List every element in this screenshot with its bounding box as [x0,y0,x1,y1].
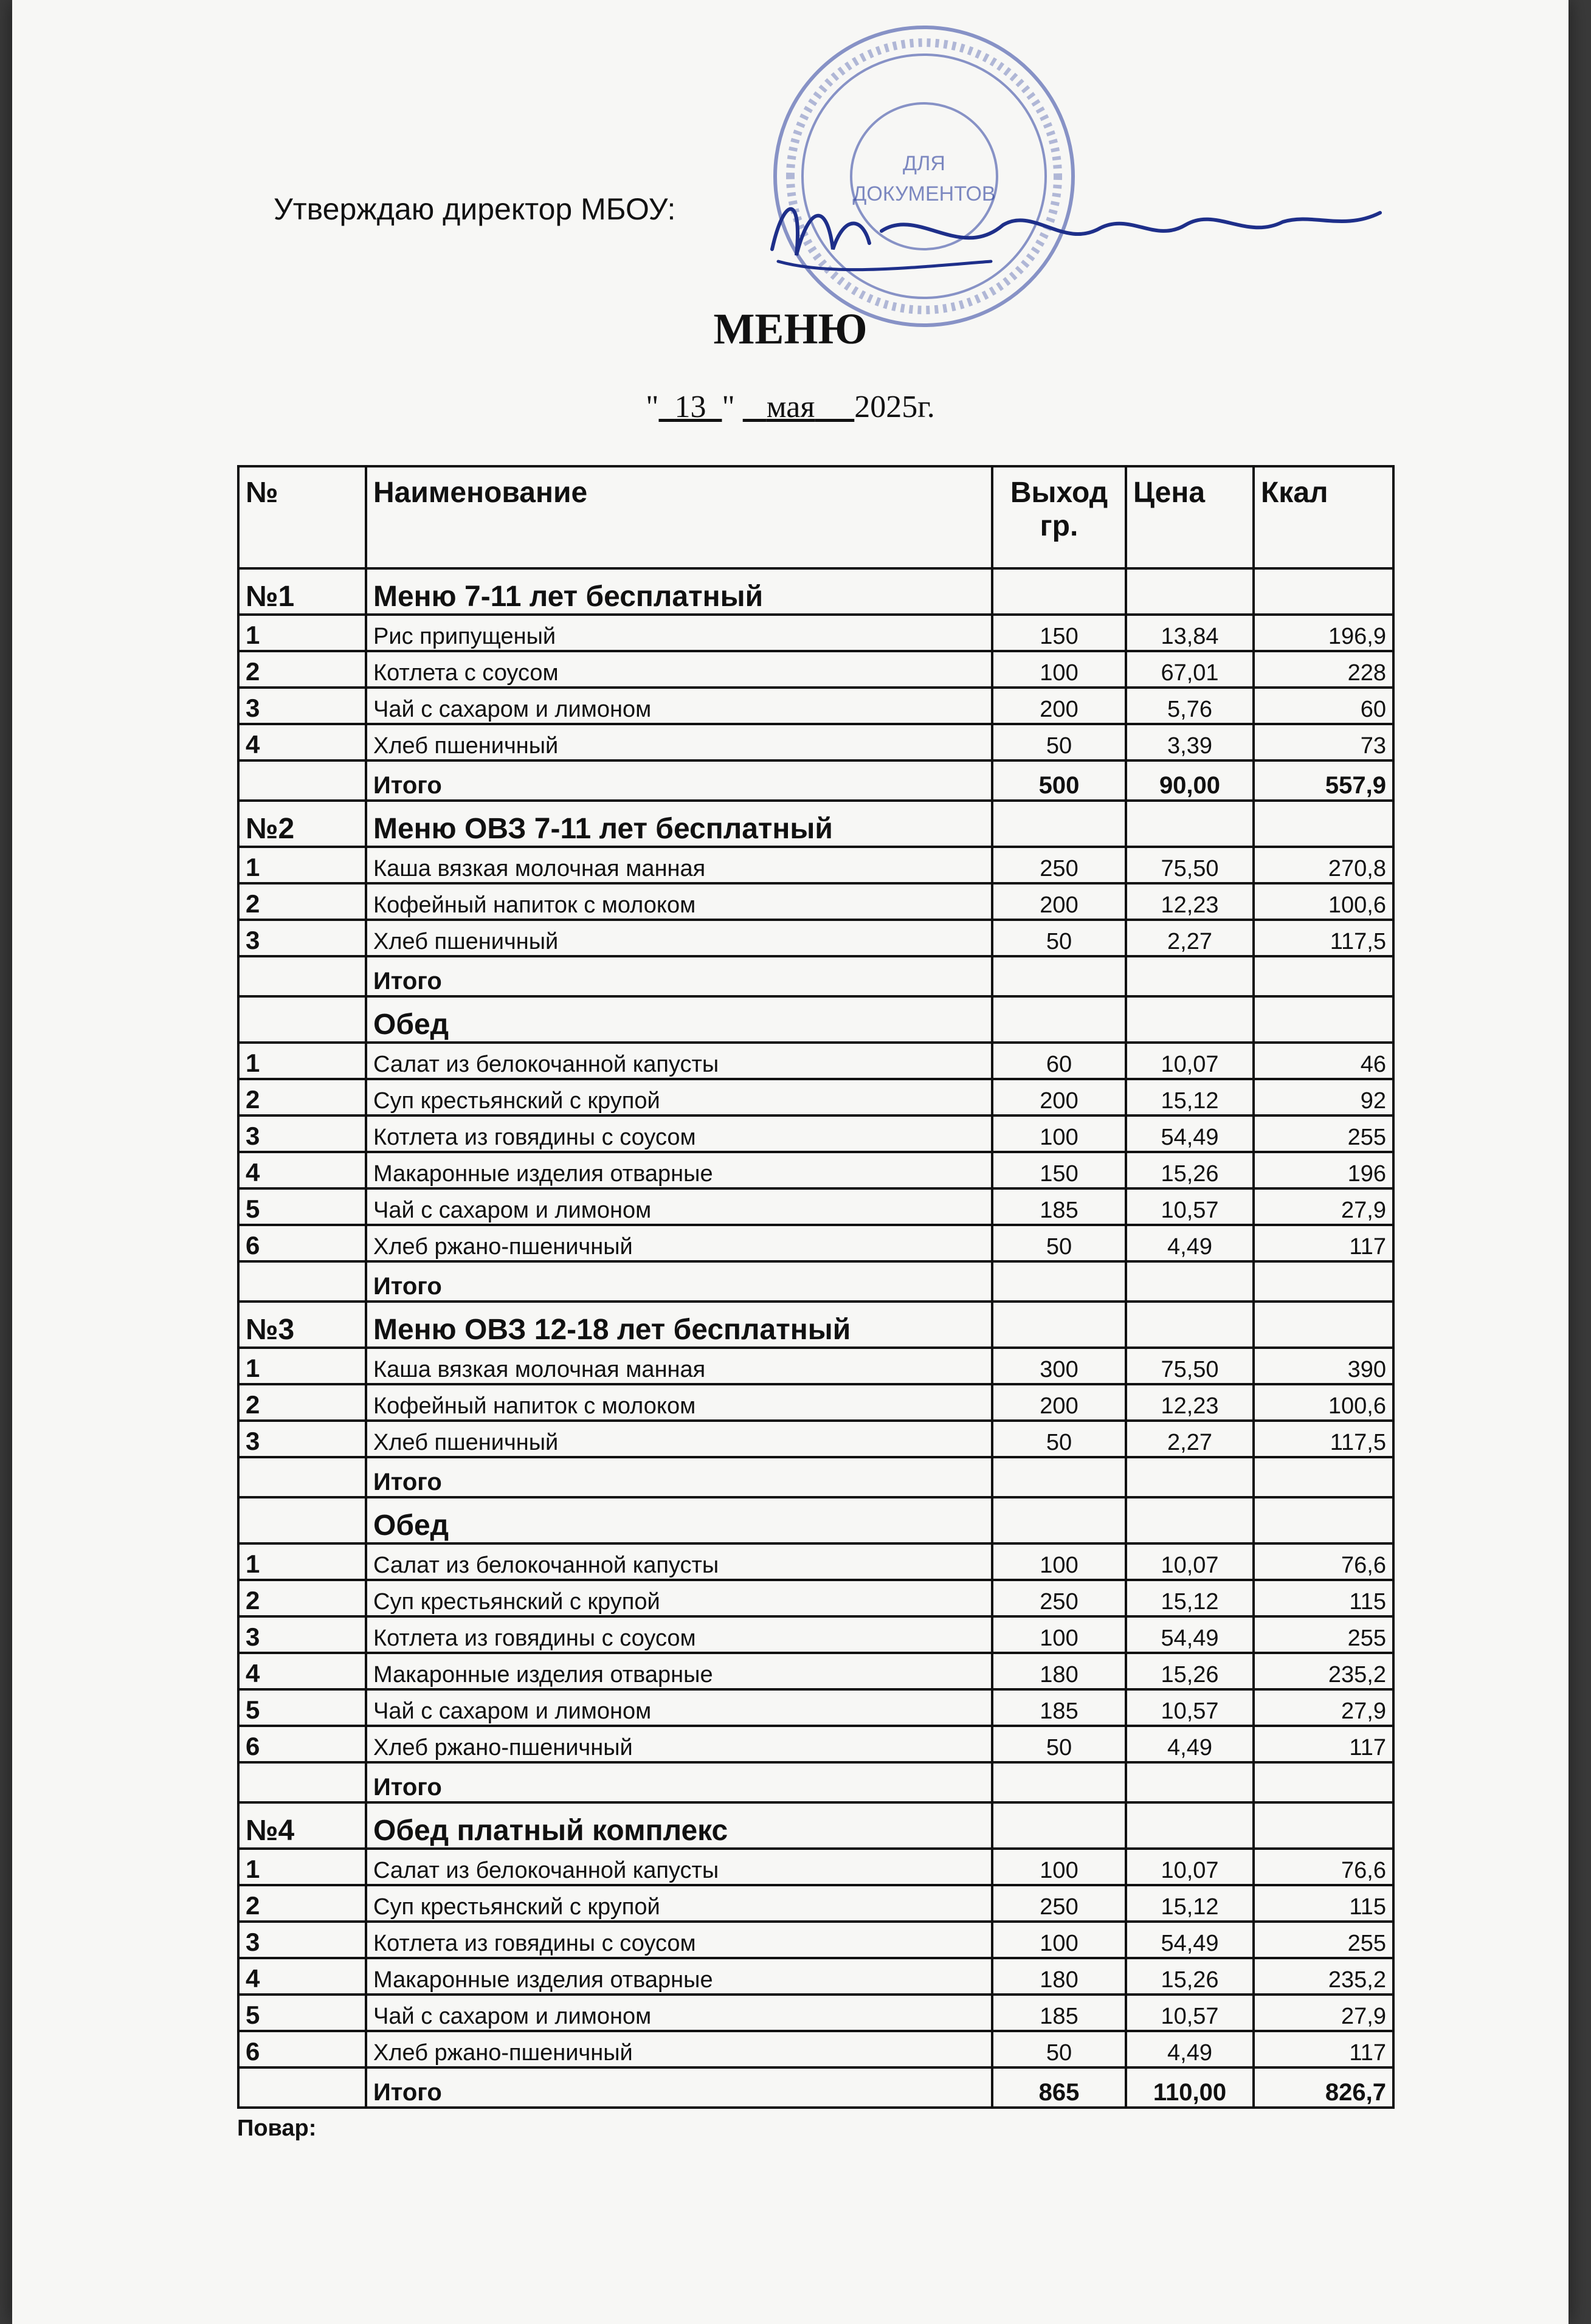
table-row-item [238,1079,1393,1115]
cell-price [1126,1457,1254,1497]
date-quote-open: " [646,390,659,424]
cell-yield: 50 [992,920,1126,956]
cell-name: Меню ОВЗ 7-11 лет бесплатный [366,801,992,847]
cell-yield [992,1802,1126,1849]
cell-kcal [1254,1457,1393,1497]
cell-price: 15,12 [1126,1885,1254,1922]
header-no: № [238,466,366,568]
cell-price: 4,49 [1126,1726,1254,1762]
cell-name: Хлеб ржано-пшеничный [366,1225,992,1261]
cell-yield [992,1302,1126,1348]
cell-yield: 200 [992,688,1126,724]
cell-yield: 50 [992,2031,1126,2067]
cell-number: 4 [238,724,366,760]
cell-price: 10,57 [1126,1188,1254,1225]
cell-name: Кофейный напиток с молоком [366,883,992,920]
header-name: Наименование [366,466,992,568]
table-row-item [238,1849,1393,1885]
cell-kcal: 270,8 [1254,847,1393,883]
cell-name: Хлеб пшеничный [366,724,992,760]
header-kcal: Ккал [1254,466,1393,568]
cell-kcal: 60 [1254,688,1393,724]
table-row-section [238,1302,1393,1348]
cell-kcal: 100,6 [1254,883,1393,920]
table-row-obed [238,996,1393,1043]
cell-yield: 50 [992,1225,1126,1261]
cell-price: 4,49 [1126,1225,1254,1261]
table-row-item [238,1543,1393,1580]
cell-name: Итого [366,2067,992,2108]
cell-number: 1 [238,1849,366,1885]
cell-price: 5,76 [1126,688,1254,724]
cell-price: 4,49 [1126,2031,1254,2067]
cell-yield: 100 [992,1849,1126,1885]
cell-name: Хлеб пшеничный [366,1421,992,1457]
cell-name: Макаронные изделия отварные [366,1958,992,1995]
document-page [12,0,1569,2324]
cell-kcal: 557,9 [1254,760,1393,801]
cell-name: Обед платный комплекс [366,1802,992,1849]
table-row-item [238,1188,1393,1225]
cell-yield: 185 [992,1188,1126,1225]
cell-price: 54,49 [1126,1922,1254,1958]
cell-kcal: 255 [1254,1922,1393,1958]
table-row-item [238,615,1393,651]
cell-number: 6 [238,1225,366,1261]
cell-yield [992,801,1126,847]
cell-price [1126,1762,1254,1802]
cell-price: 75,50 [1126,1348,1254,1384]
cell-name: Каша вязкая молочная манная [366,847,992,883]
cell-yield: 100 [992,1115,1126,1152]
cell-name: Итого [366,760,992,801]
cell-kcal [1254,801,1393,847]
cell-kcal: 117,5 [1254,1421,1393,1457]
cell-kcal: 255 [1254,1616,1393,1653]
table-header-row [238,466,1393,568]
cell-kcal [1254,1802,1393,1849]
cell-kcal [1254,1497,1393,1543]
cell-kcal: 73 [1254,724,1393,760]
cell-name: Хлеб пшеничный [366,920,992,956]
cell-price: 15,26 [1126,1958,1254,1995]
cell-kcal: 235,2 [1254,1958,1393,1995]
svg-text:ДОКУМЕНТОВ: ДОКУМЕНТОВ [852,182,996,205]
cell-price [1126,1802,1254,1849]
cell-number: 2 [238,651,366,688]
cell-price: 15,12 [1126,1079,1254,1115]
cell-price: 67,01 [1126,651,1254,688]
cell-number: 2 [238,883,366,920]
cell-price: 10,07 [1126,1543,1254,1580]
menu-date [12,389,1569,425]
cell-number: 6 [238,1726,366,1762]
cell-name: Макаронные изделия отварные [366,1152,992,1188]
cell-name: Чай с сахаром и лимоном [366,1995,992,2031]
cell-yield: 100 [992,1922,1126,1958]
cell-name: Макаронные изделия отварные [366,1653,992,1689]
cell-price: 12,23 [1126,883,1254,920]
cell-number: 2 [238,1580,366,1616]
cell-number: 3 [238,1421,366,1457]
table-row-item [238,1384,1393,1421]
cell-number [238,1497,366,1543]
cell-kcal [1254,1261,1393,1302]
cell-price [1126,996,1254,1043]
cell-number: 5 [238,1188,366,1225]
cell-kcal: 255 [1254,1115,1393,1152]
cell-number [238,1457,366,1497]
cell-yield: 60 [992,1043,1126,1079]
cell-kcal: 117,5 [1254,920,1393,956]
table-row-item [238,1885,1393,1922]
cell-number: №4 [238,1802,366,1849]
cell-yield: 150 [992,1152,1126,1188]
cell-name: Котлета из говядины с соусом [366,1922,992,1958]
cell-yield: 50 [992,1421,1126,1457]
cell-name: Чай с сахаром и лимоном [366,1689,992,1726]
cell-price: 54,49 [1126,1115,1254,1152]
table-row-section [238,1802,1393,1849]
cook-label: Повар: [237,2115,317,2141]
date-day: 13 [674,390,706,424]
cell-yield: 180 [992,1653,1126,1689]
cell-name: Обед [366,996,992,1043]
cell-price: 90,00 [1126,760,1254,801]
cell-number [238,1261,366,1302]
cell-kcal: 228 [1254,651,1393,688]
cell-yield [992,956,1126,996]
cell-yield: 150 [992,615,1126,651]
cell-price [1126,801,1254,847]
cell-yield: 250 [992,1885,1126,1922]
cell-name: Итого [366,1457,992,1497]
cell-price: 2,27 [1126,920,1254,956]
cell-price [1126,1302,1254,1348]
table-row-item [238,1995,1393,2031]
cell-kcal: 390 [1254,1348,1393,1384]
cell-number: 1 [238,1348,366,1384]
cell-yield: 50 [992,724,1126,760]
cell-name: Обед [366,1497,992,1543]
cell-yield: 180 [992,1958,1126,1995]
cell-price: 10,07 [1126,1043,1254,1079]
cell-kcal: 115 [1254,1580,1393,1616]
cell-number: 1 [238,1043,366,1079]
cell-kcal [1254,1762,1393,1802]
cell-price: 15,26 [1126,1152,1254,1188]
table-row-item [238,1616,1393,1653]
cell-name: Котлета из говядины с соусом [366,1115,992,1152]
cell-number [238,956,366,996]
cell-price: 2,27 [1126,1421,1254,1457]
cell-number: 2 [238,1079,366,1115]
cell-kcal: 46 [1254,1043,1393,1079]
cell-yield: 200 [992,1079,1126,1115]
date-quote-close: " [722,390,735,424]
table-row-item [238,1225,1393,1261]
table-row-item [238,651,1393,688]
table-row-item [238,2031,1393,2067]
cell-price [1126,1261,1254,1302]
table-row-item [238,1348,1393,1384]
cell-price: 54,49 [1126,1616,1254,1653]
cell-price: 10,57 [1126,1689,1254,1726]
cell-price: 10,57 [1126,1995,1254,2031]
table-row-item [238,1115,1393,1152]
table-row-total [238,956,1393,996]
table-row-item [238,883,1393,920]
cell-name: Хлеб ржано-пшеничный [366,1726,992,1762]
cell-name: Меню 7-11 лет бесплатный [366,568,992,615]
table-row-item [238,920,1393,956]
cell-kcal: 235,2 [1254,1653,1393,1689]
table-row-item [238,1958,1393,1995]
table-row-item [238,1043,1393,1079]
cell-name: Итого [366,956,992,996]
table-row-item [238,1726,1393,1762]
cell-number: 4 [238,1653,366,1689]
cell-yield: 50 [992,1726,1126,1762]
cell-price: 13,84 [1126,615,1254,651]
cell-yield: 500 [992,760,1126,801]
date-month: мая [766,390,815,424]
date-year: 2025г. [854,390,935,424]
cell-yield [992,1261,1126,1302]
cell-name: Итого [366,1261,992,1302]
cell-price: 10,07 [1126,1849,1254,1885]
cell-name: Котлета из говядины с соусом [366,1616,992,1653]
cell-number [238,996,366,1043]
cell-price: 15,26 [1126,1653,1254,1689]
cell-name: Хлеб ржано-пшеничный [366,2031,992,2067]
cell-yield: 250 [992,1580,1126,1616]
header-price: Цена [1126,466,1254,568]
director-signature [760,170,1398,292]
cell-number: 5 [238,1689,366,1726]
cell-name: Каша вязкая молочная манная [366,1348,992,1384]
cell-yield: 200 [992,883,1126,920]
cell-kcal: 826,7 [1254,2067,1393,2108]
table-row-total [238,760,1393,801]
cell-kcal: 27,9 [1254,1188,1393,1225]
cell-price: 15,12 [1126,1580,1254,1616]
table-row-item [238,1922,1393,1958]
cell-number: 3 [238,1115,366,1152]
cell-yield [992,568,1126,615]
table-row-item [238,1580,1393,1616]
cell-price [1126,1497,1254,1543]
table-row-item [238,1152,1393,1188]
cell-number: 3 [238,920,366,956]
cell-kcal: 117 [1254,1225,1393,1261]
cell-kcal: 117 [1254,2031,1393,2067]
cell-price: 3,39 [1126,724,1254,760]
cell-yield: 250 [992,847,1126,883]
cell-yield: 865 [992,2067,1126,2108]
cell-number: 2 [238,1885,366,1922]
table-row-total [238,2067,1393,2108]
cell-number: №3 [238,1302,366,1348]
cell-number: 5 [238,1995,366,2031]
table-row-total [238,1457,1393,1497]
cell-price [1126,956,1254,996]
cell-number: №1 [238,568,366,615]
cell-kcal: 196 [1254,1152,1393,1188]
table-row-section [238,801,1393,847]
cell-kcal: 196,9 [1254,615,1393,651]
cell-yield: 100 [992,1616,1126,1653]
cell-yield: 100 [992,651,1126,688]
cell-yield: 185 [992,1995,1126,2031]
menu-table [237,465,1395,2109]
cell-kcal: 115 [1254,1885,1393,1922]
cell-number: 1 [238,1543,366,1580]
table-row-total [238,1762,1393,1802]
cell-name: Меню ОВЗ 12-18 лет бесплатный [366,1302,992,1348]
cell-name: Рис припущеный [366,615,992,651]
cell-kcal: 100,6 [1254,1384,1393,1421]
cell-kcal: 27,9 [1254,1689,1393,1726]
cell-name: Салат из белокочанной капусты [366,1543,992,1580]
table-row-obed [238,1497,1393,1543]
cell-number: 3 [238,1616,366,1653]
table-row-item [238,1421,1393,1457]
table-row-item [238,1689,1393,1726]
cell-number [238,2067,366,2108]
table-row-item [238,688,1393,724]
cell-number [238,1762,366,1802]
cell-yield: 300 [992,1348,1126,1384]
cell-number: 1 [238,847,366,883]
cell-name: Чай с сахаром и лимоном [366,688,992,724]
cell-kcal [1254,1302,1393,1348]
cell-number: 4 [238,1958,366,1995]
cell-kcal: 76,6 [1254,1849,1393,1885]
cell-kcal [1254,956,1393,996]
cell-price [1126,568,1254,615]
cell-name: Котлета с соусом [366,651,992,688]
document-title: МЕНЮ [713,305,868,353]
cell-kcal [1254,568,1393,615]
cell-kcal [1254,996,1393,1043]
cell-name: Салат из белокочанной капусты [366,1043,992,1079]
cell-name: Чай с сахаром и лимоном [366,1188,992,1225]
cell-yield [992,1497,1126,1543]
cell-yield [992,1762,1126,1802]
cell-price: 12,23 [1126,1384,1254,1421]
cell-yield: 200 [992,1384,1126,1421]
svg-text:ДЛЯ: ДЛЯ [903,152,945,175]
table-row-item [238,847,1393,883]
cell-name: Кофейный напиток с молоком [366,1384,992,1421]
approval-label: Утверждаю директор МБОУ: [274,192,676,226]
menu-table-body [238,568,1393,2108]
cell-price: 110,00 [1126,2067,1254,2108]
cell-yield: 185 [992,1689,1126,1726]
cell-number: 4 [238,1152,366,1188]
cell-number: №2 [238,801,366,847]
cell-price: 75,50 [1126,847,1254,883]
header-yield: Выход гр. [992,466,1126,568]
table-row-item [238,724,1393,760]
cell-kcal: 117 [1254,1726,1393,1762]
cell-number [238,760,366,801]
cell-number: 3 [238,1922,366,1958]
cell-name: Суп крестьянский с крупой [366,1580,992,1616]
cell-yield [992,996,1126,1043]
cell-kcal: 92 [1254,1079,1393,1115]
cell-number: 3 [238,688,366,724]
table-row-section [238,568,1393,615]
cell-number: 1 [238,615,366,651]
cell-name: Суп крестьянский с крупой [366,1079,992,1115]
cell-name: Итого [366,1762,992,1802]
table-row-total [238,1261,1393,1302]
table-row-item [238,1653,1393,1689]
cell-number: 6 [238,2031,366,2067]
cell-yield: 100 [992,1543,1126,1580]
cell-number: 2 [238,1384,366,1421]
cell-name: Салат из белокочанной капусты [366,1849,992,1885]
cell-yield [992,1457,1126,1497]
cell-kcal: 27,9 [1254,1995,1393,2031]
cell-kcal: 76,6 [1254,1543,1393,1580]
cell-name: Суп крестьянский с крупой [366,1885,992,1922]
